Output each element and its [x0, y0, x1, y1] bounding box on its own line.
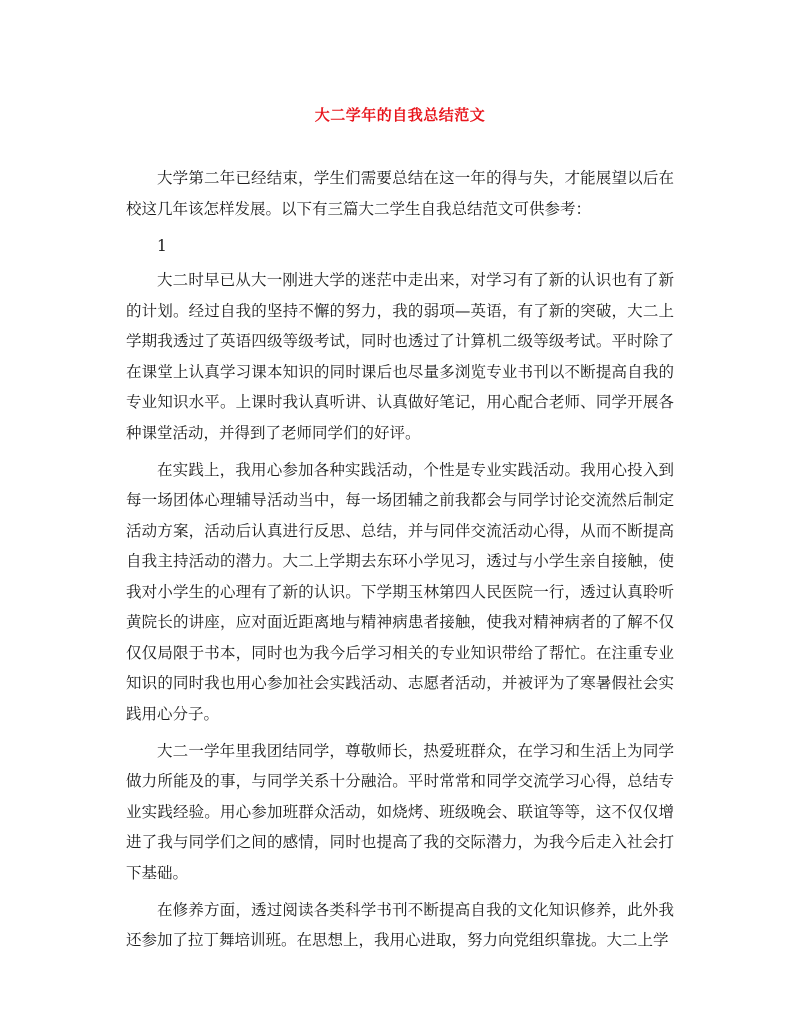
document-body: [126, 163, 674, 962]
body-paragraph: 大二一学年里我团结同学，尊敬师长，热爱班群众，在学习和生活上为同学做力所能及的事，与同学关系十分融洽。平时常常和同学交流学习心得，总结专业实践经验。用心参加班群众活动，如烧烤、班级晚会、联谊等等，这不仅仅增进了我与同学们之间的感情，同时也提高了我的交际潜力，为我今后走入社会打下基础。: [126, 741, 674, 882]
body-paragraph: 在实践上，我用心参加各种实践活动，个性是专业实践活动。我用心投入到每一场团体心理辅导活动当中，每一场团辅之前我都会与同学讨论交流然后制定活动方案，活动后认真进行反思、总结，并与同伴交流活动心得，从而不断提高自我主持活动的潜力。大二上学期去东环小学见习，透过与小学生亲自接触，使我对小学生的心理有了新的认识。下学期玉林第四人民医院一行，透过认真聆听黄院长的讲座，应对面近距离地与精神病患者接触，使我对精神病者的了解不仅仅仅局限于书本，同时也为我今后学习相关的专业知识带给了帮忙。在注重专业知识的同时我也用心参加社会实践活动、志愿者活动，并被评为了寒暑假社会实践用心分子。: [126, 460, 674, 723]
document-title: 大二学年的自我总结范文: [314, 106, 486, 124]
body-paragraph: 在修养方面，透过阅读各类科学书刊不断提高自我的文化知识修养，此外我还参加了拉丁舞培训班。在思想上，我用心进取，努力向党组织靠拢。大二上学: [126, 900, 674, 949]
intro-paragraph: 大学第二年已经结束，学生们需要总结在这一年的得与失，才能展望以后在校这几年该怎样发展。以下有三篇大二学生自我总结范文可供参考：: [126, 169, 674, 218]
section-number: 1: [157, 236, 167, 255]
body-paragraph: 大二时早已从大一刚进大学的迷茫中走出来，对学习有了新的认识也有了新的计划。经过自我的坚持不懈的努力，我的弱项—英语，有了新的突破，大二上学期我透过了英语四级等级考试，同时也透过了计算机二级等级考试。平时除了在课堂上认真学习课本知识的同时课后也尽量多浏览专业书刊以不断提高自我的专业知识水平。上课时我认真听讲、认真做好笔记，用心配合老师、同学开展各种课堂活动，并得到了老师同学们的好评。: [126, 271, 674, 442]
